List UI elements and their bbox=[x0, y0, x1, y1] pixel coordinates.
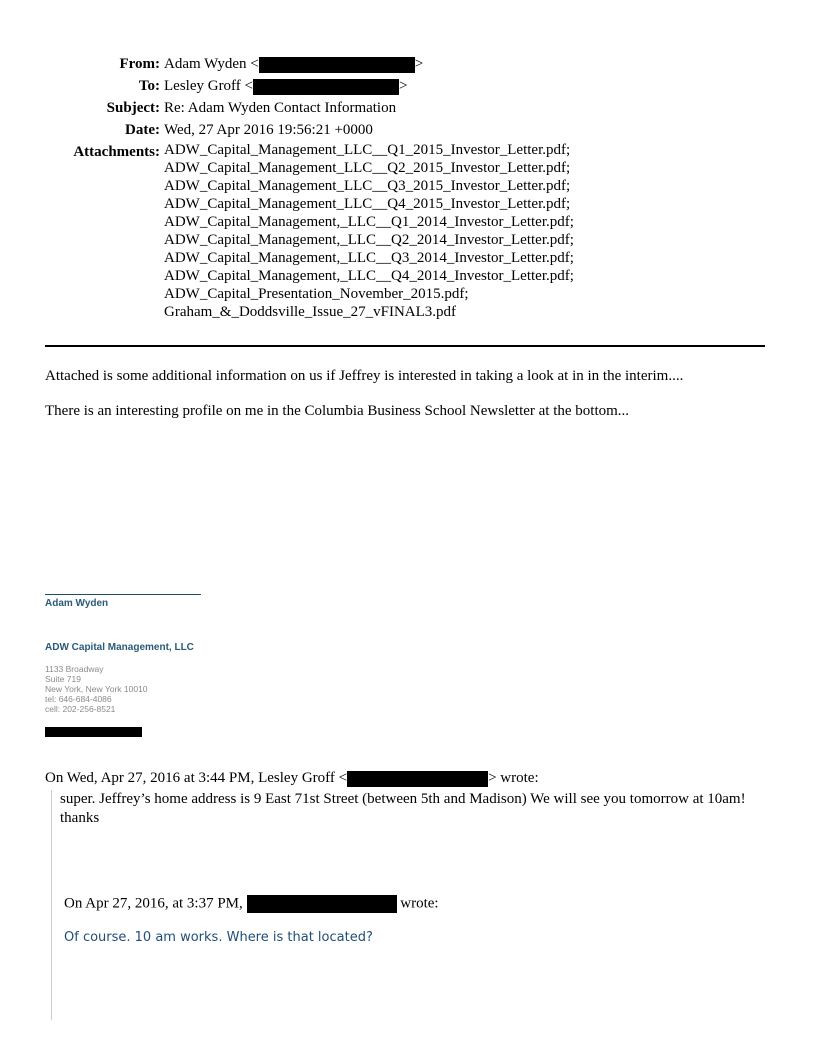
body-line-1: Attached is some additional information on us if Jeffrey is interested in taking a look at in in the interim.... bbox=[45, 368, 684, 384]
from-row bbox=[0, 53, 816, 75]
body-line-2: There is an interesting profile on me in the Columbia Business School Newsletter at the bottom... bbox=[45, 403, 630, 419]
attachment-item[interactable]: ADW_Capital_Management,_LLC__Q4_2014_Investor_Letter.pdf; bbox=[164, 268, 574, 284]
from-label: From: bbox=[119, 56, 160, 72]
address-line: 1133 Broadway bbox=[45, 664, 104, 674]
subject-row bbox=[0, 97, 816, 119]
attachments-label: Attachments: bbox=[73, 144, 160, 160]
date-row bbox=[0, 119, 816, 141]
attachment-item[interactable]: ADW_Capital_Management,_LLC__Q2_2014_Investor_Letter.pdf; bbox=[164, 232, 574, 248]
from-name: Adam Wyden < bbox=[164, 56, 259, 72]
quote-body-2: Of course. 10 am works. Where is that located? bbox=[64, 930, 373, 945]
redaction-block bbox=[253, 79, 399, 95]
date-value: Wed, 27 Apr 2016 19:56:21 +0000 bbox=[164, 122, 373, 138]
signature-address bbox=[45, 664, 148, 714]
redaction-block bbox=[347, 771, 488, 787]
quote-body-1: super. Jeffrey’s home address is 9 East 71st Street (between 5th and Madison) We will see you tomorrow at 10am! thanks bbox=[60, 791, 746, 826]
attachment-item[interactable]: ADW_Capital_Presentation_November_2015.pdf; bbox=[164, 286, 469, 302]
attachment-item[interactable]: ADW_Capital_Management_LLC__Q2_2015_Investor_Letter.pdf; bbox=[164, 160, 571, 176]
quote-header-tail: > wrote: bbox=[488, 770, 539, 786]
to-label: To: bbox=[138, 78, 160, 94]
subject-label: Subject: bbox=[106, 100, 160, 116]
phone-line: tel: 646-684-4086 bbox=[45, 694, 112, 704]
date-label: Date: bbox=[125, 122, 160, 138]
quote-header-text: On Wed, Apr 27, 2016 at 3:44 PM, Lesley Groff < bbox=[45, 770, 348, 786]
to-row bbox=[0, 75, 816, 97]
attachment-item[interactable]: ADW_Capital_Management_LLC__Q4_2015_Investor_Letter.pdf; bbox=[164, 196, 571, 212]
signature-divider bbox=[45, 594, 201, 595]
to-name: Lesley Groff < bbox=[164, 78, 253, 94]
attachment-item[interactable]: ADW_Capital_Management,_LLC__Q1_2014_Investor_Letter.pdf; bbox=[164, 214, 574, 230]
redaction-block bbox=[259, 57, 415, 73]
attachment-item[interactable]: Graham_&_Doddsville_Issue_27_vFINAL3.pdf bbox=[164, 304, 457, 320]
to-close: > bbox=[399, 78, 408, 94]
attachment-item[interactable]: ADW_Capital_Management,_LLC__Q3_2014_Investor_Letter.pdf; bbox=[164, 250, 574, 266]
quote-header-tail: wrote: bbox=[400, 895, 439, 912]
header-divider bbox=[45, 345, 765, 347]
redaction-block bbox=[247, 895, 397, 913]
signature-company: ADW Capital Management, LLC bbox=[45, 642, 194, 653]
signature-name: Adam Wyden bbox=[45, 598, 109, 609]
cell-line: cell: 202-256-8521 bbox=[45, 704, 116, 714]
attachment-item[interactable]: ADW_Capital_Management_LLC__Q3_2015_Investor_Letter.pdf; bbox=[164, 178, 571, 194]
quote-header-1 bbox=[45, 770, 775, 787]
subject-value: Re: Adam Wyden Contact Information bbox=[164, 100, 397, 116]
attachment-list bbox=[164, 141, 574, 321]
redaction-block bbox=[45, 727, 142, 737]
address-line: New York, New York 10010 bbox=[45, 684, 148, 694]
address-line: Suite 719 bbox=[45, 674, 81, 684]
quote-header-text: On Apr 27, 2016, at 3:37 PM, bbox=[64, 895, 243, 912]
quote-header-2 bbox=[64, 895, 439, 913]
attachments-row bbox=[0, 141, 816, 321]
email-header bbox=[0, 53, 816, 321]
attachment-item[interactable]: ADW_Capital_Management_LLC__Q1_2015_Investor_Letter.pdf; bbox=[164, 142, 571, 158]
from-close: > bbox=[414, 56, 424, 72]
quote-bar bbox=[51, 790, 52, 1020]
